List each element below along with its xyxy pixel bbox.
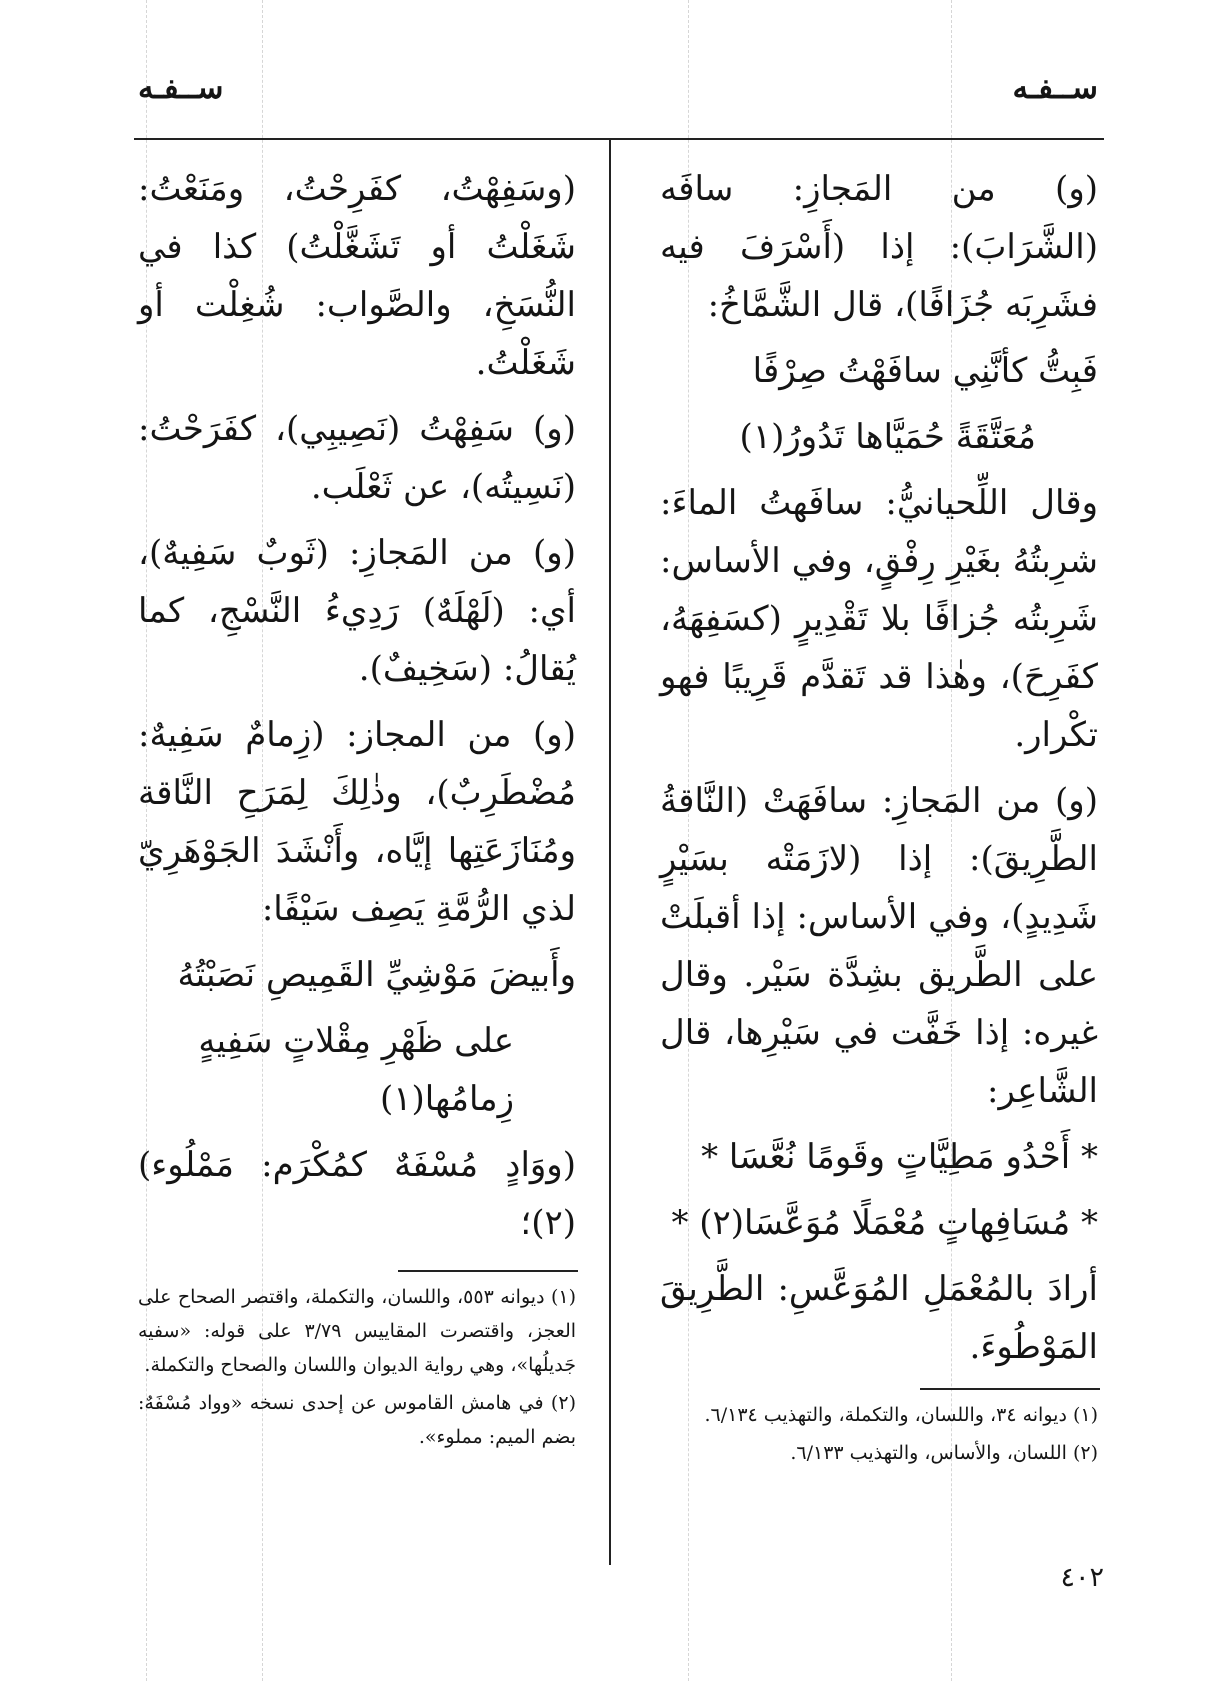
paragraph: أرادَ بالمُعْمَلِ المُوَعَّسِ: الطَّرِيقَ المَوْطُوءَ. xyxy=(660,1269,1098,1367)
right-footnotes xyxy=(660,1398,1098,1474)
footnote: (٢) في هامش القاموس عن إحدى نسخه «وواد مُسْفَهٌ: بضم الميم: مملوء». xyxy=(138,1392,576,1448)
verse-line: * مُسَافِهاتٍ مُعْمَلًا مُوَعَّسَا(٢) * xyxy=(671,1203,1098,1243)
paragraph: (وسَفِهْتُ، كفَرِحْتُ، ومَنَعْتُ: شَغَلْتُ أو تَشَغَّلْتُ) كذا في النُّسَخِ، والصَّواب: شُغِلْت أو شَغَلْتُ. xyxy=(138,169,576,383)
paragraph: (و) من المجاز: (زِمامٌ سَفِيهٌ: مُضْطَرِبٌ)، وذٰلِكَ لِمَرَحِ النَّاقة ومُنَازَعَتِها إيَّاه، وأَنْشَدَ الجَوْهَرِيّ لذي الرُّمَّةِ يَصِف سَيْفًا: xyxy=(138,715,576,929)
paragraph: (ووَادٍ مُسْفَهٌ كمُكْرَم: مَمْلُوء)(٢)؛ xyxy=(138,1145,576,1243)
verse-line: وأَبيضَ مَوْشِيِّ القَمِيصِ نَصَبْتُهُ xyxy=(177,955,576,995)
footnote-rule xyxy=(920,1388,1100,1390)
footnote-rule xyxy=(398,1270,578,1272)
running-header-left: ســفـه xyxy=(138,70,224,106)
left-footnotes xyxy=(138,1280,576,1458)
page-number: ٤٠٢ xyxy=(1060,1562,1104,1593)
paragraph: (و) من المَجازِ: سافَه (الشَّرَابَ): إذا (أَسْرَفَ فيه فشَرِبَه جُزَافًا)، قال الشَّمَّاخُ: xyxy=(660,169,1098,325)
paragraph: (و) من المَجازِ: سافَهَتْ (النَّاقةُ الطَّرِيقَ): إذا (لازَمَتْه بسَيْرٍ شَدِيدٍ)، وفي الأساس: إذا أقبلَتْ على الطَّريق بشِدَّة سَيْر. وقال غيره: إذا خَفَّت في سَيْرِها، قال الشَّاعِر: xyxy=(660,781,1098,1111)
paragraph: وقال اللِّحيانيُّ: سافَهتُ الماءَ: شرِبتُهُ بغَيْرِ رِفْقٍ، وفي الأساس: شَرِبتُه جُزافًا بلا تَقْدِيرٍ (كسَفِهَهُ، كفَرِحَ)، وهٰذا قد تَقدَّم قَرِيبًا فهو تكْرار. xyxy=(660,483,1098,755)
left-column xyxy=(138,160,576,1260)
footnote: (١) ديوانه ٥٥٣، واللسان، والتكملة، واقتصر الصحاح على العجز، واقتصرت المقاييس ٣/٧٩ على قوله: «سفيه جَديلُها»، وهي رواية الديوان واللسان والصحاح والتكملة. xyxy=(138,1286,577,1376)
paragraph: (و) من المَجازِ: (ثَوبٌ سَفِيهٌ)، أي: (لَهْلَهٌ) رَدِيءُ النَّسْجِ، كما يُقالُ: (سَخِيفٌ). xyxy=(138,533,576,689)
verse-line: * أَحْدُو مَطِيَّاتٍ وقَومًا نُعَّسَا * xyxy=(701,1137,1098,1177)
column-divider xyxy=(609,140,611,1565)
right-column xyxy=(660,160,1098,1384)
paragraph: (و) سَفِهْتُ (نَصِيبِي)، كفَرَحْتُ: (نَسِيتُه)، عن ثَعْلَب. xyxy=(138,409,576,507)
verse-line: على ظَهْرِ مِقْلاتٍ سَفِيهٍ زِمامُها(١) xyxy=(198,1021,514,1119)
verse-line: مُعَتَّقَةً حُمَيَّاها تَدُورُ(١) xyxy=(739,417,1036,457)
footnote: (١) ديوانه ٣٤، واللسان، والتكملة، والتهذيب ٦/١٣٤. xyxy=(704,1404,1098,1426)
header-rule xyxy=(134,138,1104,140)
footnote: (٢) اللسان، والأساس، والتهذيب ٦/١٣٣. xyxy=(790,1442,1098,1464)
running-header-right: ســفـه xyxy=(1012,70,1098,106)
verse-line: فَبِتُّ كأنَّنِي سافَهْتُ صِرْفًا xyxy=(752,351,1098,391)
